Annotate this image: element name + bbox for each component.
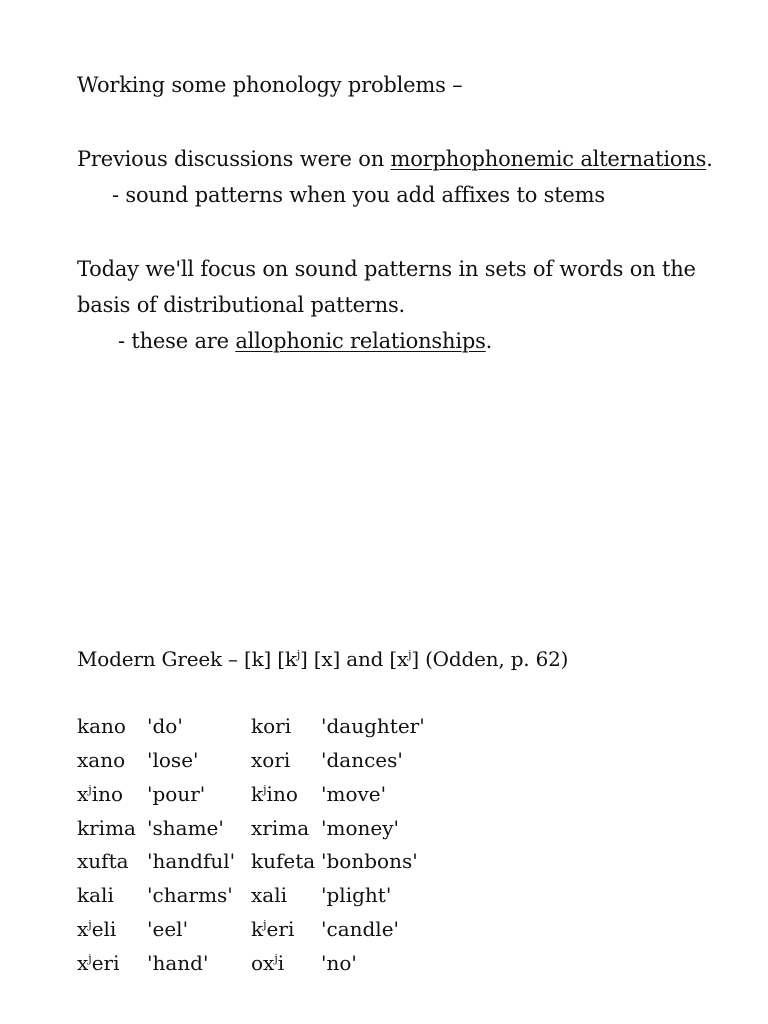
row0-word2: kori [251, 714, 292, 738]
row5-gloss2: 'plight' [321, 883, 392, 907]
row4-word2: kufeta [251, 849, 316, 873]
row7-word2 [251, 950, 284, 976]
p1-sub: - sound patterns when you add affixes to stems [112, 183, 605, 207]
paragraph-previous [77, 146, 713, 172]
term-morphophonemic: morphophonemic alternations [390, 147, 707, 171]
row7-w2-a: ox [251, 951, 275, 975]
heading: Working some phonology problems – [77, 73, 463, 97]
p2-line1: Today we'll focus on sound patterns in sets of words on the [77, 257, 696, 281]
row2-w1-sup: j [88, 783, 92, 796]
row4-word1: xufta [77, 849, 129, 873]
row6-w2-b: eri [266, 917, 295, 941]
term-allophonic: allophonic relationships [235, 329, 486, 353]
greek-title-sup1: j [296, 648, 301, 661]
row7-w1-a: x [77, 951, 89, 975]
greek-title-b: ] [x] and [x [300, 647, 409, 671]
row6-word2 [251, 916, 294, 942]
row6-gloss1: 'eel' [147, 917, 189, 941]
greek-title-c: ] (Odden, p. 62) [411, 647, 569, 671]
row7-w1-b: eri [91, 951, 120, 975]
row2-w1-a: x [77, 782, 89, 806]
row2-word1 [77, 781, 123, 807]
row1-gloss2: 'dances' [321, 748, 403, 772]
row2-word2 [251, 781, 298, 807]
p1-after: . [706, 147, 713, 171]
row6-w2-sup: j [263, 918, 267, 931]
row6-w2-a: k [251, 917, 264, 941]
row5-word1: kali [77, 883, 114, 907]
greek-title-sup2: j [408, 648, 412, 661]
row6-word1 [77, 916, 116, 942]
row0-gloss1: 'do' [147, 714, 183, 738]
row1-word2: xori [251, 748, 291, 772]
row3-word1: krima [77, 816, 136, 840]
row7-word1 [77, 950, 120, 976]
row7-gloss1: 'hand' [147, 951, 209, 975]
row2-w2-b: ino [266, 782, 298, 806]
row3-gloss2: 'money' [321, 816, 400, 840]
p2-sub [118, 328, 492, 354]
row7-w2-b: i [277, 951, 285, 975]
row3-word2: xrima [251, 816, 310, 840]
row5-word2: xali [251, 883, 287, 907]
row2-w2-a: k [251, 782, 264, 806]
row2-gloss2: 'move' [321, 782, 387, 806]
row7-w2-sup: j [274, 952, 278, 965]
row2-w1-b: ino [91, 782, 124, 806]
p1-before: Previous discussions were on [77, 147, 391, 171]
row3-gloss1: 'shame' [147, 816, 224, 840]
row6-w1-a: x [77, 917, 89, 941]
row4-gloss2: 'bonbons' [321, 849, 418, 873]
row6-gloss2: 'candle' [321, 917, 400, 941]
row6-w1-b: eli [91, 917, 117, 941]
row5-gloss1: 'charms' [147, 883, 233, 907]
row7-gloss2: 'no' [321, 951, 357, 975]
row7-w1-sup: j [88, 952, 92, 965]
p2-sub-before: - these are [118, 329, 236, 353]
row2-w2-sup: j [263, 783, 267, 796]
p2-line2: basis of distributional patterns. [77, 293, 406, 317]
row6-w1-sup: j [88, 918, 92, 931]
greek-title [77, 646, 568, 672]
p2-after: . [485, 329, 493, 353]
row0-word1: kano [77, 714, 126, 738]
greek-title-a: Modern Greek – [k] [k [77, 647, 297, 671]
row2-gloss1: 'pour' [147, 782, 206, 806]
row1-word1: xano [77, 748, 126, 772]
row4-gloss1: 'handful' [147, 849, 236, 873]
row0-gloss2: 'daughter' [321, 714, 425, 738]
row1-gloss1: 'lose' [147, 748, 199, 772]
